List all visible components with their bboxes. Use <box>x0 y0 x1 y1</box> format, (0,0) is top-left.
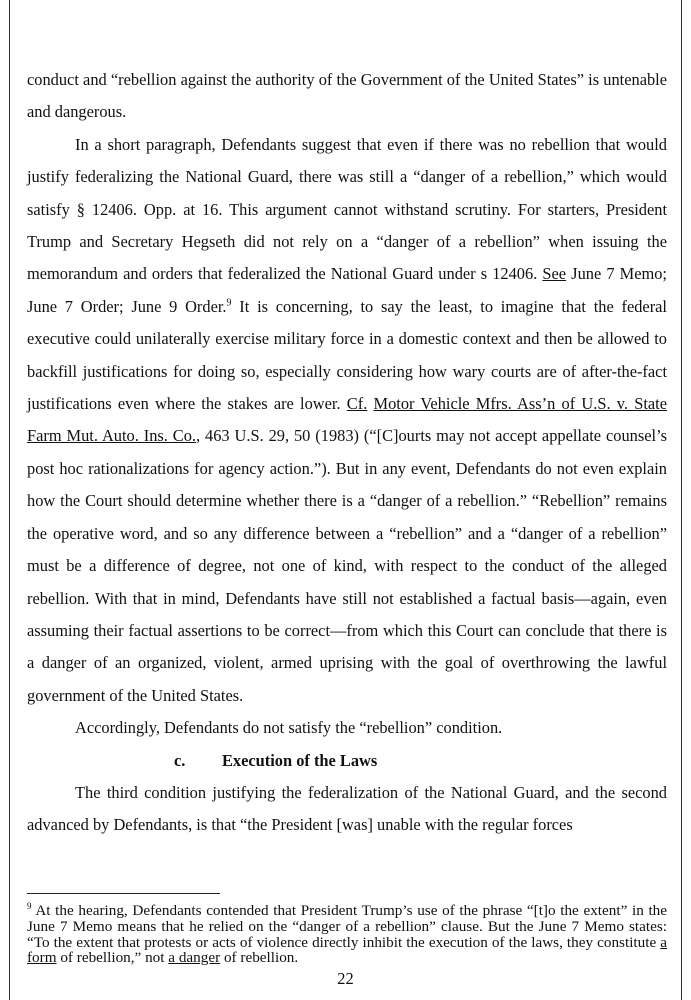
section-title: Execution of the Laws <box>222 750 378 770</box>
see-signal: See <box>542 264 567 284</box>
paragraph-execution-of-laws: The third condition justifying the federalization of the National Guard, and the second advanced by Defendants, is that “the President [was] unable with the regular forces <box>27 782 667 835</box>
footnote-divider <box>27 893 220 894</box>
page-border-right <box>681 0 682 1000</box>
footnote-reference[interactable]: 9 <box>226 297 232 309</box>
body-text <box>27 64 667 842</box>
page-number: 22 <box>337 969 354 988</box>
case-citation: Motor Vehicle Mfrs. Ass’n of U.S. v. State Farm Mut. Auto. Ins. Co. <box>27 394 667 446</box>
cf-signal: Cf. <box>346 394 368 414</box>
paragraph-danger-of-rebellion: In a short paragraph, Defendants suggest that even if there was no rebellion that would justify federalizing the National Guard, there was still a “danger of a rebellion,” which would satisfy § 12406. Opp. at 16. This argument cannot withstand scrutiny. For starters, President Trump and Secretary Hegseth did not rely on a “danger of a rebellion” when issuing the memorandum and orders that federalized the National Guard under s 12406. See June 7 Memo; June 7 Order; June 9 Order.$^9$ It is concerning, to say the least, to imagine that the federal executive could unilaterally exercise military force in a domestic context and then be allowed to backfill justifications for doing so, especially considering how wary courts are of after-the-fact justifications even where the stakes are lower. Cf. Motor Vehicle Mfrs. Ass’n of U.S. v. State Farm Mut. Auto. Ins. Co., 463 U.S. 29, 50 (1983) (“[C]ourts may not accept appellate counsel’s post hoc rationalizations for agency action.”). But in any event, Defendants do not even explain how the Court should determine whether there is a “danger of a rebellion.” “Rebellion” remains the operative word, and so any difference between a “rebellion” and a “danger of a rebellion” must be a difference of degree, not one of kind, with respect to the conduct of the alleged rebellion. With that in mind, Defendants have still not established a factual basis—again, even assuming their factual assertions to be correct—from which this Court can conclude that there is a danger of an organized, violent, armed uprising with the goal of overthrowing the lawful government of the United States. <box>27 134 667 705</box>
paragraph-continuation: conduct and “rebellion against the authority of the Government of the United States” is untenable and dangerous. <box>27 70 667 122</box>
section-heading <box>27 745 667 777</box>
footnote-number: 9 <box>27 900 32 911</box>
paragraph-conclusion: Accordingly, Defendants do not satisfy the “rebellion” condition. <box>75 718 503 738</box>
section-label: c. <box>174 750 186 770</box>
footnote-emphasis-form: a form <box>27 933 667 967</box>
page-border-left <box>9 0 10 1000</box>
footnote-emphasis-danger: a danger <box>168 949 221 967</box>
footnote-9: $^9$ At the hearing, Defendants contended that President Trump’s use of the phrase “[t]o the extent” in the June 7 Memo means that he relied on the “danger of a rebellion” clause. But the June 7 Memo states: “To the extent that protests or acts of violence directly inhibit the execution of the laws, they constitute a form of rebellion,” not a danger of rebellion. <box>27 900 667 967</box>
